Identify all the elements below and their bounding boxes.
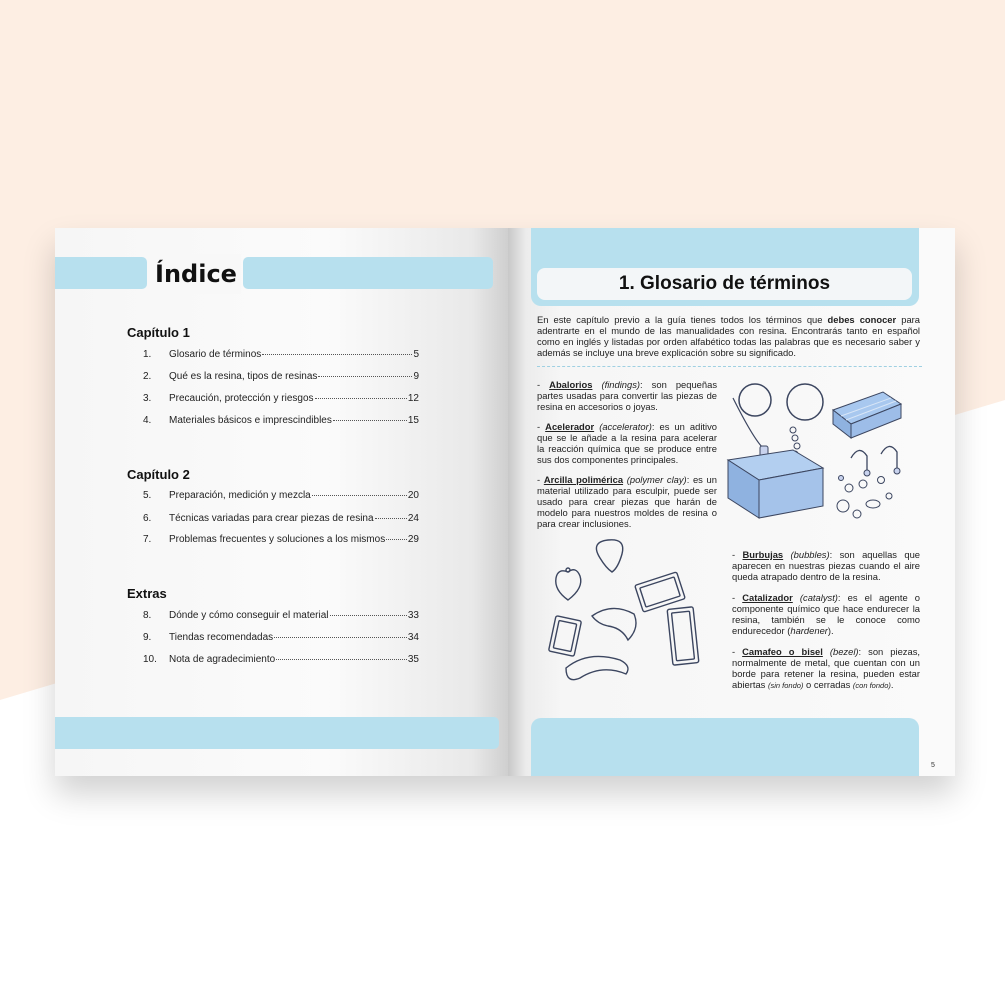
entry-term: Acelerador	[545, 421, 595, 432]
toc-leader	[318, 376, 412, 377]
toc-title: Nota de agradecimiento	[169, 654, 276, 665]
toc-row[interactable]	[143, 415, 419, 426]
section-heading: Capítulo 2	[127, 467, 190, 482]
toc-leader	[386, 539, 407, 540]
toc-number: 9.	[143, 632, 152, 643]
toc-page: 34	[407, 632, 419, 643]
entry-term: Abalorios	[549, 379, 593, 390]
entry-definition: : son aquellas que aparecen en nuestras piezas cuando el aire queda atrapado dentro de la resina.	[732, 549, 920, 582]
glossary-title: 1. Glosario de términos	[618, 273, 831, 294]
toc-page: 5	[413, 349, 419, 360]
toc-number: 3.	[143, 393, 152, 404]
toc-row[interactable]	[143, 534, 419, 545]
toc-row[interactable]	[143, 632, 419, 643]
entry-english: (accelerator)	[599, 421, 652, 432]
toc-row[interactable]	[143, 371, 419, 382]
entry-definition: : son piezas, normalmente de metal, que cuentan con un borde para retener la resina, pueden estar abiertas	[732, 646, 920, 690]
toc-title: Tiendas recomendadas	[169, 632, 274, 643]
entry-term: Camafeo o bisel	[742, 646, 823, 657]
entry-definition: : es el agente o componente químico que hace endurecer la resina, también se le conoce como endurecedor (	[732, 592, 921, 636]
intro-bold: debes conocer	[827, 314, 897, 325]
header-band-right	[243, 257, 493, 289]
toc-leader	[315, 398, 407, 399]
toc-row[interactable]	[143, 490, 419, 501]
glossary-title-box	[537, 268, 912, 300]
toc-title: Técnicas variadas para crear piezas de resina	[169, 513, 374, 524]
entry-definition: : son pequeñas partes usadas para convertir las piezas de resina en accesorios o joyas.	[537, 379, 718, 412]
entry-definition: : es un aditivo que se le añade a la resina para acelerar la reacción química que se produce entre sus dos componentes principales.	[537, 421, 717, 465]
entry-english: (polymer clay)	[626, 474, 687, 485]
toc-row[interactable]	[143, 610, 419, 621]
toc-title: Glosario de términos	[169, 349, 262, 360]
toc-title: Problemas frecuentes y soluciones a los mismos	[169, 534, 386, 545]
toc-number: 2.	[143, 371, 152, 382]
dashed-divider	[537, 366, 922, 367]
index-title: Índice	[155, 260, 237, 288]
toc-number: 8.	[143, 610, 152, 621]
toc-page: 29	[407, 534, 419, 545]
glossary-entry: - Burbujas (bubbles): son aquellas que aparecen en nuestras piezas cuando el aire queda atrapado dentro de la resina.	[732, 549, 920, 582]
toc-leader	[333, 420, 407, 421]
entry-definition: : es un material utilizado para esculpir, puede ser usado para crear piezas que harán de modelo para nuestros moldes de resina o para crear inclusiones.	[537, 474, 717, 529]
toc-leader	[262, 354, 412, 355]
toc-leader	[312, 495, 407, 496]
toc-page: 35	[407, 654, 419, 665]
glossary-entry: - Camafeo o bisel (bezel): son piezas, normalmente de metal, que cuentan con un borde para retener la resina, pueden estar abiertas (sin fondo) o cerradas (con fondo).	[732, 646, 920, 690]
glossary-entry: - Catalizador (catalyst): es el agente o componente químico que hace endurecer la resina, también se le conoce como endurecedor (hardener).	[732, 592, 921, 636]
entry-english: (catalyst)	[799, 592, 838, 603]
toc-title: Dónde y cómo conseguir el material	[169, 610, 329, 621]
glossary-entry: - Abalorios (findings): son pequeñas partes usadas para convertir las piezas de resina en accesorios o joyas.	[537, 379, 718, 412]
intro-paragraph	[537, 314, 920, 358]
footer-band	[531, 718, 919, 776]
footer-band	[55, 717, 499, 749]
toc-page: 12	[407, 393, 419, 404]
toc-page: 9	[413, 371, 419, 382]
header-band-left	[55, 257, 147, 289]
section-heading: Extras	[127, 586, 167, 601]
toc-number: 5.	[143, 490, 152, 501]
toc-number: 4.	[143, 415, 152, 426]
entry-english: (bezel)	[829, 646, 859, 657]
entry-term: Arcilla polimérica	[543, 474, 624, 485]
page-number: 5	[931, 762, 935, 769]
glossary-page	[508, 228, 955, 776]
toc-page: 33	[407, 610, 419, 621]
toc-leader	[274, 637, 407, 638]
toc-row[interactable]	[143, 513, 419, 524]
toc-number: 1.	[143, 349, 152, 360]
bezels-illustration	[536, 538, 736, 698]
index-title-box	[151, 254, 241, 294]
toc-leader	[330, 615, 407, 616]
toc-row[interactable]	[143, 349, 419, 360]
glossary-entry: - Arcilla polimérica (polymer clay): es un material utilizado para esculpir, puede ser usado para crear piezas que harán de modelo para nuestros moldes de resina o para crear inclusiones.	[537, 474, 717, 529]
toc-title: Materiales básicos e imprescindibles	[169, 415, 332, 426]
toc-title: Precaución, protección y riesgos	[169, 393, 314, 404]
toc-page: 24	[407, 513, 419, 524]
index-page	[55, 228, 508, 776]
toc-leader	[276, 659, 407, 660]
toc-page: 15	[407, 415, 419, 426]
toc-title: Preparación, medición y mezcla	[169, 490, 311, 501]
intro-text: En este capítulo previo a la guía tienes todos los términos que	[537, 314, 828, 325]
glossary-entry: - Acelerador (accelerator): es un aditivo que se le añade a la resina para acelerar la reacción química que se produce entre sus dos componentes principales.	[537, 421, 717, 465]
section-heading: Capítulo 1	[127, 325, 190, 340]
open-book	[55, 228, 955, 776]
toc-number: 7.	[143, 534, 152, 545]
entry-term: Burbujas	[742, 549, 784, 560]
findings-clay-illustration	[723, 378, 923, 528]
entry-english: (bubbles)	[790, 549, 830, 560]
intro-text: para adentrarte en el mundo de las manualidades con resina. Encontrarás tanto en español como en inglés y listadas por orden alfabético todas las palabras que es necesario saber y además se incluye una breve explicación sobre su significado.	[537, 314, 920, 358]
entry-english: (findings)	[601, 379, 641, 390]
toc-row[interactable]	[143, 654, 419, 665]
toc-page: 20	[407, 490, 419, 501]
toc-title: Qué es la resina, tipos de resinas	[169, 371, 318, 382]
toc-number: 6.	[143, 513, 152, 524]
toc-number: 10.	[143, 654, 157, 665]
toc-leader	[375, 518, 407, 519]
toc-row[interactable]	[143, 393, 419, 404]
entry-term: Catalizador	[742, 592, 793, 603]
